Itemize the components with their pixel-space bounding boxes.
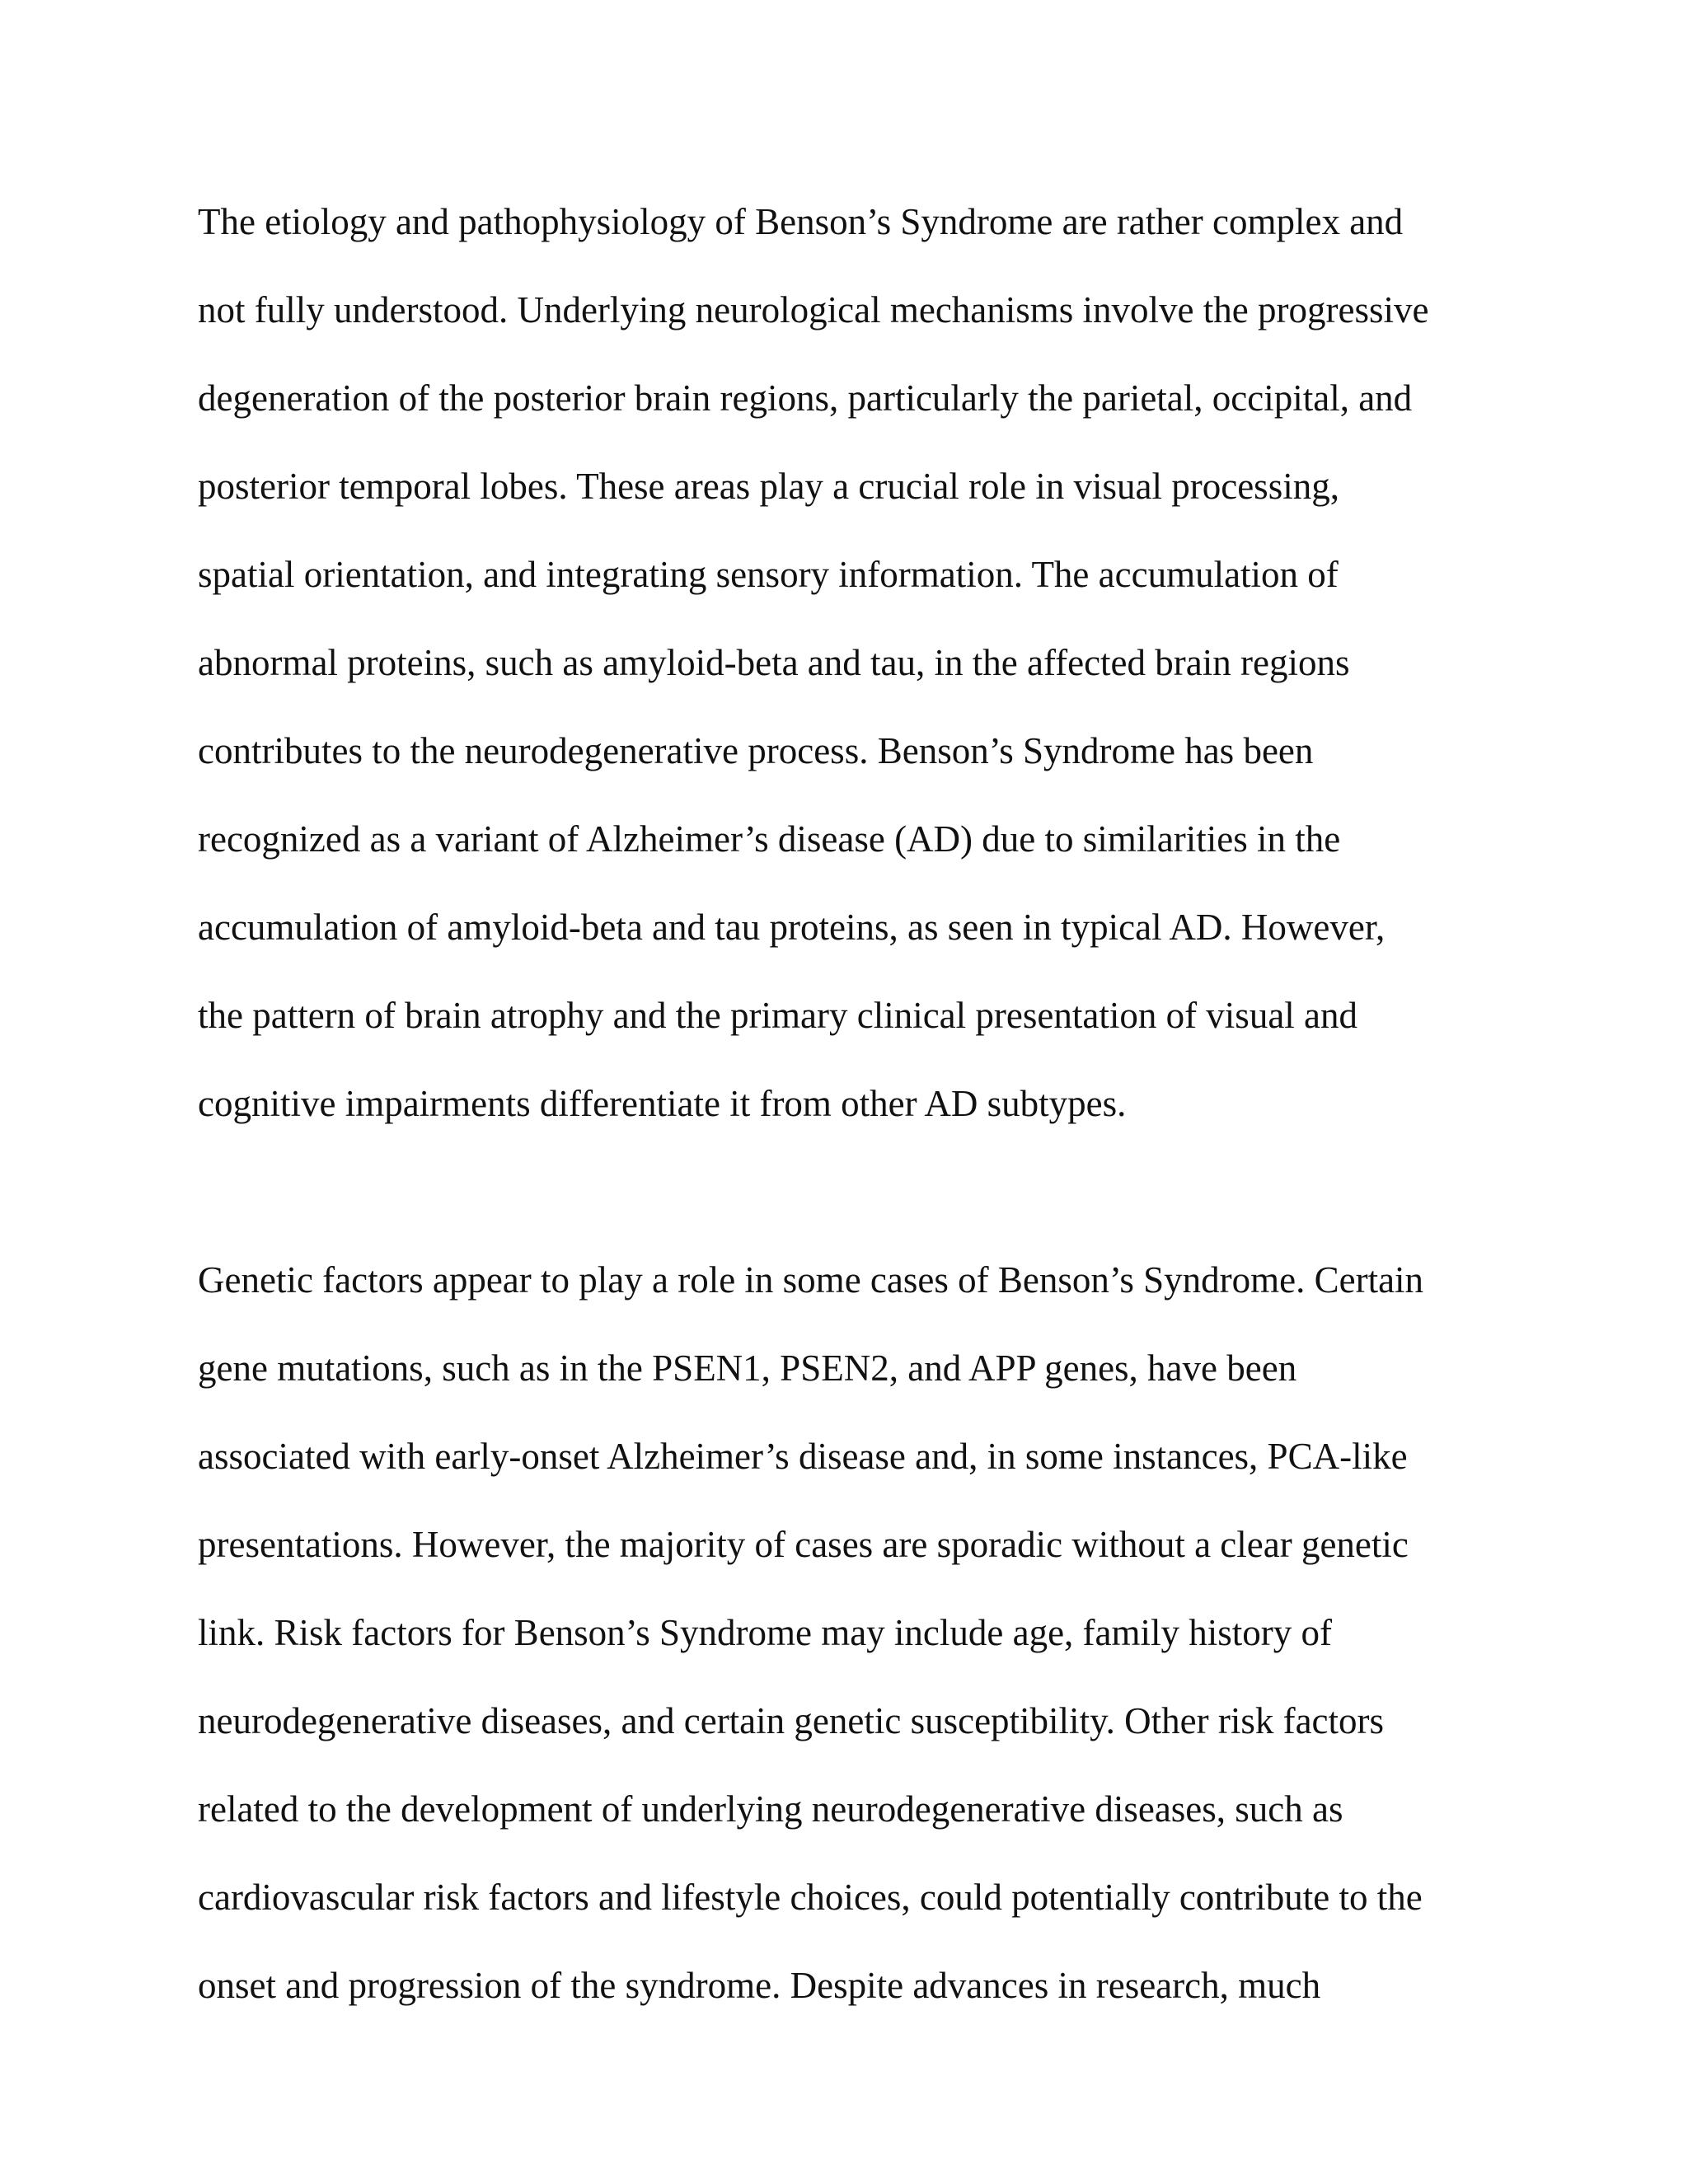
text-line: The etiology and pathophysiology of Benson’s Syndrome are rather complex and xyxy=(198,201,1404,242)
paragraph-break xyxy=(198,1161,1517,1249)
text-line: spatial orientation, and integrating sensory information. The accumulation of xyxy=(198,554,1339,595)
text-line: degeneration of the posterior brain regions, particularly the parietal, occipital, and xyxy=(198,377,1413,419)
text-line: accumulation of amyloid-beta and tau proteins, as seen in typical AD. However, xyxy=(198,907,1386,948)
text-line: link. Risk factors for Benson’s Syndrome may include age, family history of xyxy=(198,1612,1333,1653)
text-line: recognized as a variant of Alzheimer’s disease (AD) due to similarities in the xyxy=(198,818,1341,860)
text-line: not fully understood. Underlying neurological mechanisms involve the progressive xyxy=(198,289,1429,330)
text-line: gene mutations, such as in the PSEN1, PSEN2, and APP genes, have been xyxy=(198,1347,1297,1389)
text-line: posterior temporal lobes. These areas play a crucial role in visual processing, xyxy=(198,466,1339,507)
text-line: onset and progression of the syndrome. Despite advances in research, much xyxy=(198,1965,1321,2006)
text-line: cognitive impairments differentiate it from other AD subtypes. xyxy=(198,1083,1127,1124)
text-line: neurodegenerative diseases, and certain genetic susceptibility. Other risk factors xyxy=(198,1700,1385,1741)
paragraph-genetic-factors xyxy=(198,1249,1517,2043)
text-line: related to the development of underlying neurodegenerative diseases, such as xyxy=(198,1788,1343,1830)
body-text xyxy=(198,191,1517,2043)
text-line: contributes to the neurodegenerative process. Benson’s Syndrome has been xyxy=(198,730,1314,771)
text-line: associated with early-onset Alzheimer’s disease and, in some instances, PCA-like xyxy=(198,1436,1408,1477)
text-line: cardiovascular risk factors and lifestyle choices, could potentially contribute to the xyxy=(198,1877,1423,1918)
text-line: Genetic factors appear to play a role in some cases of Benson’s Syndrome. Certain xyxy=(198,1259,1424,1301)
paragraph-etiology xyxy=(198,191,1517,1161)
text-line: abnormal proteins, such as amyloid-beta and tau, in the affected brain regions xyxy=(198,642,1350,683)
text-line: presentations. However, the majority of cases are sporadic without a clear genetic xyxy=(198,1524,1409,1565)
text-line: the pattern of brain atrophy and the primary clinical presentation of visual and xyxy=(198,995,1358,1036)
